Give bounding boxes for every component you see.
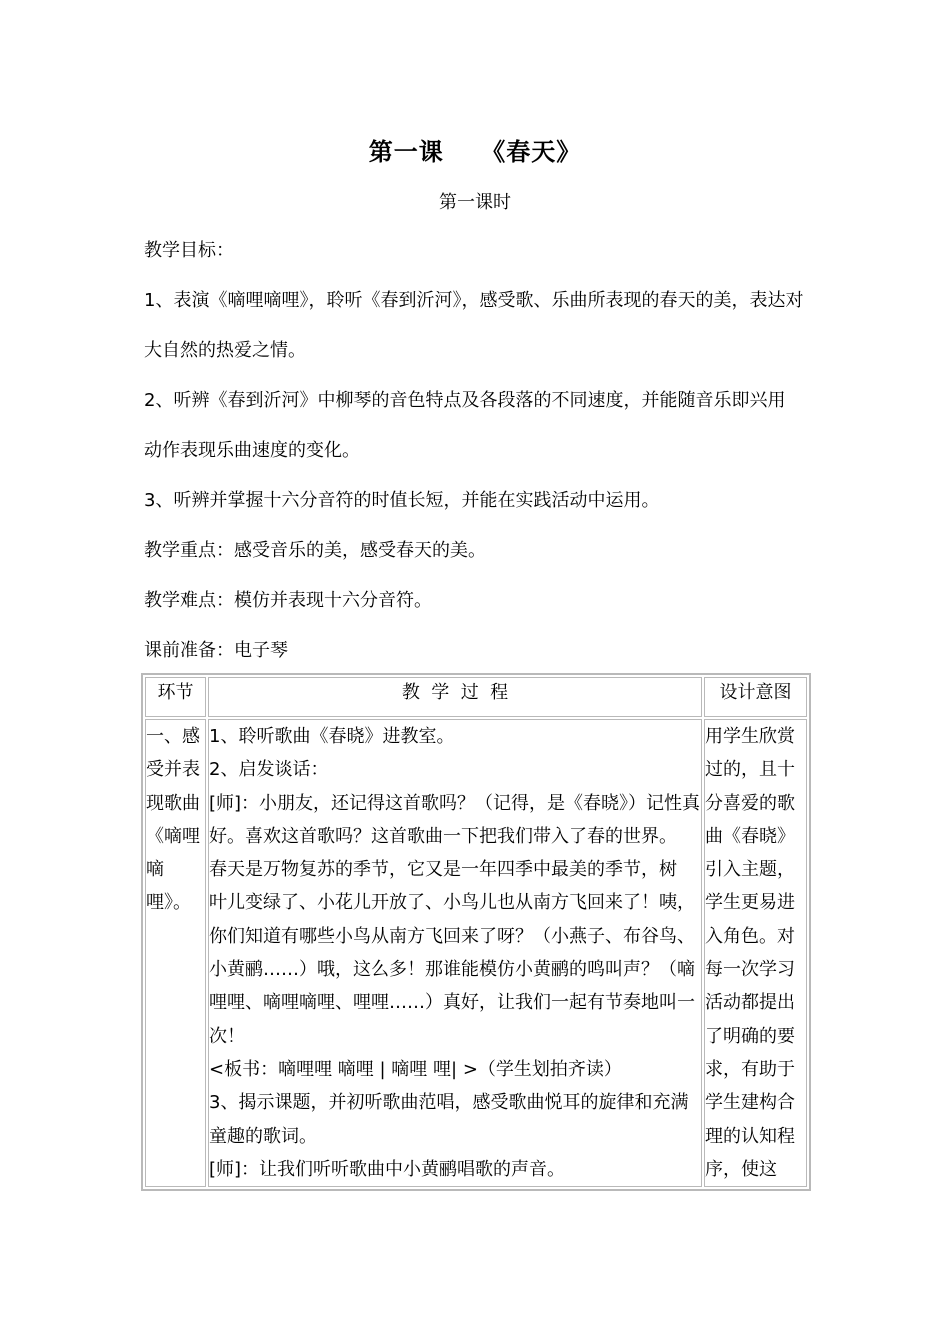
intent-cell	[704, 719, 807, 1187]
lesson-subtitle: 第一课时	[439, 192, 511, 213]
process-cell	[208, 719, 702, 1187]
key-point: 教学重点：感受音乐的美，感受春天的美。	[144, 540, 486, 561]
header-stage: 环节	[145, 677, 206, 717]
objective-2-line-2: 动作表现乐曲速度的变化。	[144, 440, 360, 461]
objectives-heading: 教学目标：	[144, 240, 234, 261]
lesson-plan-table	[141, 673, 811, 1191]
lesson-title: 第一课 《春天》	[368, 138, 582, 166]
table-row	[145, 719, 807, 1187]
objective-2-line-1: 2、听辨《春到沂河》中柳琴的音色特点及各段落的不同速度，并能随音乐即兴用	[144, 390, 786, 411]
objective-3: 3、听辨并掌握十六分音符的时值长短，并能在实践活动中运用。	[144, 490, 660, 511]
stage-cell	[145, 719, 206, 1187]
objectives-section	[144, 238, 810, 688]
difficulty: 教学难点：模仿并表现十六分音符。	[144, 590, 432, 611]
process-text: 1、聆听歌曲《春晓》进教室。 2、启发谈话： [师]：小朋友，还记得这首歌吗？（记得，是《春晓》）记性真 好。喜欢这首歌吗？这首歌曲一下把我们带入了春的世界。 春天是万物复苏的季节，它又是一年四季中最美的季节，树 叶儿变绿了、小花儿开放了、小鸟儿也从南方飞回来了！咦， 你们知道有哪些小鸟从南方飞回来了呀？（小燕子、布谷鸟、 小黄鹂……）哦，这么多！那谁能模仿小黄鹂的鸣叫声？（嘀 哩哩、嘀哩嘀哩、哩哩……）真好，让我们一起有节奏地叫一 次！ <板书：嘀哩哩 嘀哩 | 嘀哩 哩| >（学生划拍齐读） 3、揭示课题，并初听歌曲范唱，感受歌曲悦耳的旋律和充满 童趣的歌词。 [师]：让我们听听歌曲中小黄鹂唱歌的声音。	[209, 726, 701, 1180]
objective-1-line-2: 大自然的热爱之情。	[144, 340, 306, 361]
objective-1-line-1: 1、表演《嘀哩嘀哩》，聆听《春到沂河》，感受歌、乐曲所表现的春天的美，表达对	[144, 290, 804, 311]
table-header-row	[145, 677, 807, 717]
stage-text: 一、感受并表现歌曲《嘀哩嘀哩》。	[146, 726, 200, 914]
header-intent: 设计意图	[704, 677, 807, 717]
header-process: 教 学 过 程	[208, 677, 702, 717]
preparation: 课前准备：电子琴	[144, 640, 288, 661]
intent-text: 用学生欣赏过的，且十分喜爱的歌曲《春晓》引入主题，学生更易进入角色。对每一次学习活动都提出了明确的要求，有助于学生建构合理的认知程序，使这	[705, 726, 795, 1180]
